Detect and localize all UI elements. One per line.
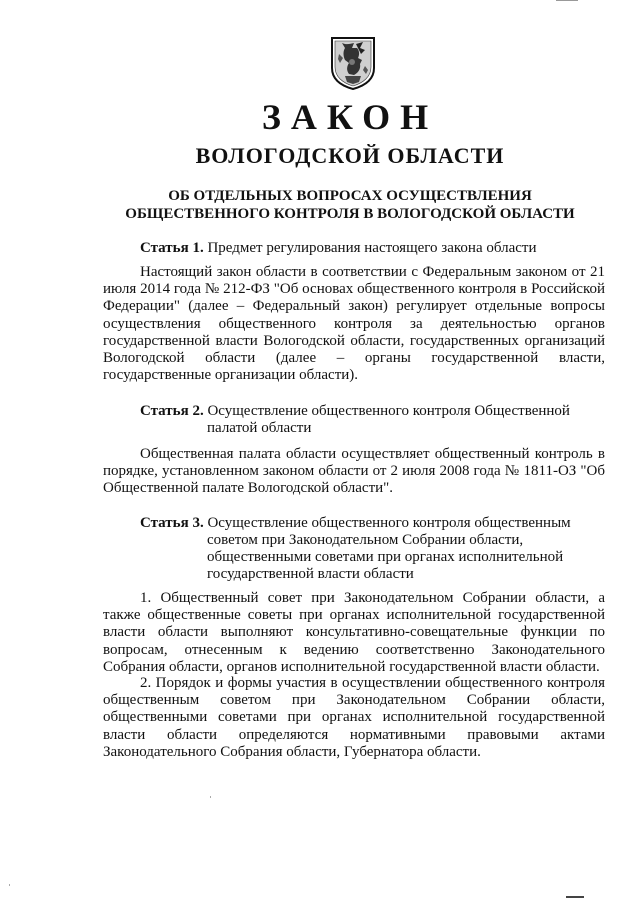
article-title: Осуществление общественного контроля Общественной палатой области <box>207 403 570 436</box>
scan-mark <box>556 0 578 1</box>
article-1-heading <box>140 240 610 257</box>
article-title: Осуществление общественного контроля общественным советом при Законодательном Собрании области, общественными советами при органах исполнительной государственной власти области <box>207 515 571 582</box>
law-title: ЗАКОН <box>261 97 439 137</box>
article-2-paragraph: Общественная палата области осуществляет общественный контроль в порядке, установленном законом области от 2 июля 2008 года № 1811-ОЗ "Об Общественной палате Вологодской области". <box>103 446 605 497</box>
article-1-paragraph: Настоящий закон области в соответствии с Федеральным законом от 21 июля 2014 года № 212-ФЗ "Об основах общественного контроля в Российской Федерации" (далее – Федеральный закон) регулирует отдельные вопросы осуществления общественного контроля за деятельностью органов государственной власти Вологодской области, государственных организаций Вологодской области (далее – органы государственной власти, государственные организации области). <box>103 264 605 384</box>
scan-mark <box>210 796 211 798</box>
scan-mark <box>9 884 10 886</box>
article-3-paragraph-1: 1. Общественный совет при Законодательном Собрании области, а также общественные советы при органах исполнительной государственной власти области выполняют консультативно-совещательные функции по вопросам, отнесенным к ведению соответственно Законодательного Собрания области, органов исполнительной государственной власти области. <box>103 590 605 675</box>
scan-mark <box>566 896 584 898</box>
article-label: Статья 2. <box>140 403 204 419</box>
region-title: ВОЛОГОДСКОЙ ОБЛАСТИ <box>195 143 505 168</box>
article-title: Предмет регулирования настоящего закона области <box>207 240 537 256</box>
article-3-heading <box>140 515 610 583</box>
subtitle-line: ОБ ОТДЕЛЬНЫХ ВОПРОСАХ ОСУЩЕСТВЛЕНИЯ <box>168 188 532 204</box>
subtitle-line: ОБЩЕСТВЕННОГО КОНТРОЛЯ В ВОЛОГОДСКОЙ ОБЛАСТИ <box>125 206 575 222</box>
article-3-paragraph-2: 2. Порядок и формы участия в осуществлении общественного контроля общественным советом при Законодательном Собрании области, общественными советами при органах исполнительной государственной власти области определяются нормативными правовыми актами Законодательного Собрания области, Губернатора области. <box>103 675 605 760</box>
law-subtitle <box>0 187 640 223</box>
article-2-heading <box>140 403 610 437</box>
article-label: Статья 3. <box>140 515 204 531</box>
coat-of-arms-icon <box>330 36 376 90</box>
article-label: Статья 1. <box>140 240 204 256</box>
